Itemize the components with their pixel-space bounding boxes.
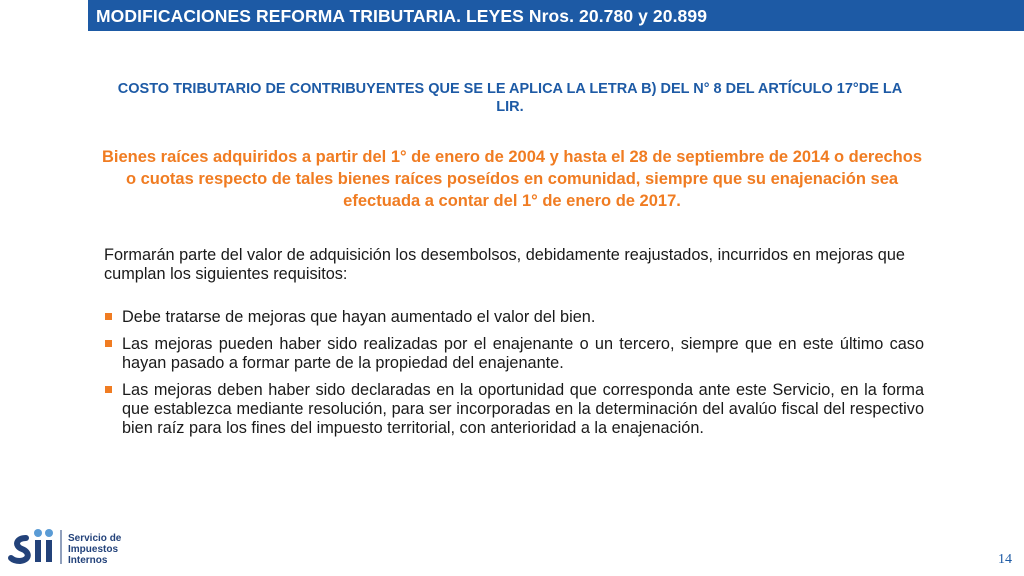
list-item (104, 308, 924, 327)
requirements-list (104, 308, 924, 446)
list-item-text: Las mejoras deben haber sido declaradas en la oportunidad que corresponda ante este Servicio, en la forma que establezca mediante resolución, para ser incorporadas en la determinación del avalúo fiscal del respectivo bien raíz para los fines del impuesto territorial, con anterioridad a la enajenación. (122, 381, 924, 437)
slide-title: MODIFICACIONES REFORMA TRIBUTARIA. LEYES Nros. 20.780 y 20.899 (96, 6, 708, 26)
list-item (104, 381, 924, 438)
section-subtitle: COSTO TRIBUTARIO DE CONTRIBUYENTES QUE SE LE APLICA LA LETRA B) DEL N° 8 DEL ARTÍCULO 17°DE LA LIR. (117, 81, 903, 115)
intro-paragraph: Formarán parte del valor de adquisición los desembolsos, debidamente reajustados, incurridos en mejoras que cumplan los siguientes requisitos: (104, 246, 905, 283)
square-bullet-icon (105, 340, 112, 347)
logo-line-1: Servicio de (68, 533, 122, 544)
logo-line-3: Internos (68, 555, 108, 566)
list-item-text: Debe tratarse de mejoras que hayan aumentado el valor del bien. (122, 308, 596, 326)
page-number: 14 (998, 552, 1012, 567)
logo-text (68, 533, 121, 566)
highlight-statement: Bienes raíces adquiridos a partir del 1° de enero de 2004 y hasta el 28 de septiembre de 2014 o derechos o cuotas respecto de tales bienes raíces poseídos en comunidad, siempre que su enajenación sea efectuada a contar del 1° de enero de 2017. (101, 148, 923, 210)
square-bullet-icon (105, 386, 112, 393)
list-item (104, 335, 924, 373)
square-bullet-icon (105, 313, 112, 320)
logo-line-2: Impuestos (68, 544, 119, 555)
list-item-text: Las mejoras pueden haber sido realizadas por el enajenante o un tercero, siempre que en este último caso hayan pasado a formar parte de la propiedad del enajenante. (122, 335, 924, 372)
